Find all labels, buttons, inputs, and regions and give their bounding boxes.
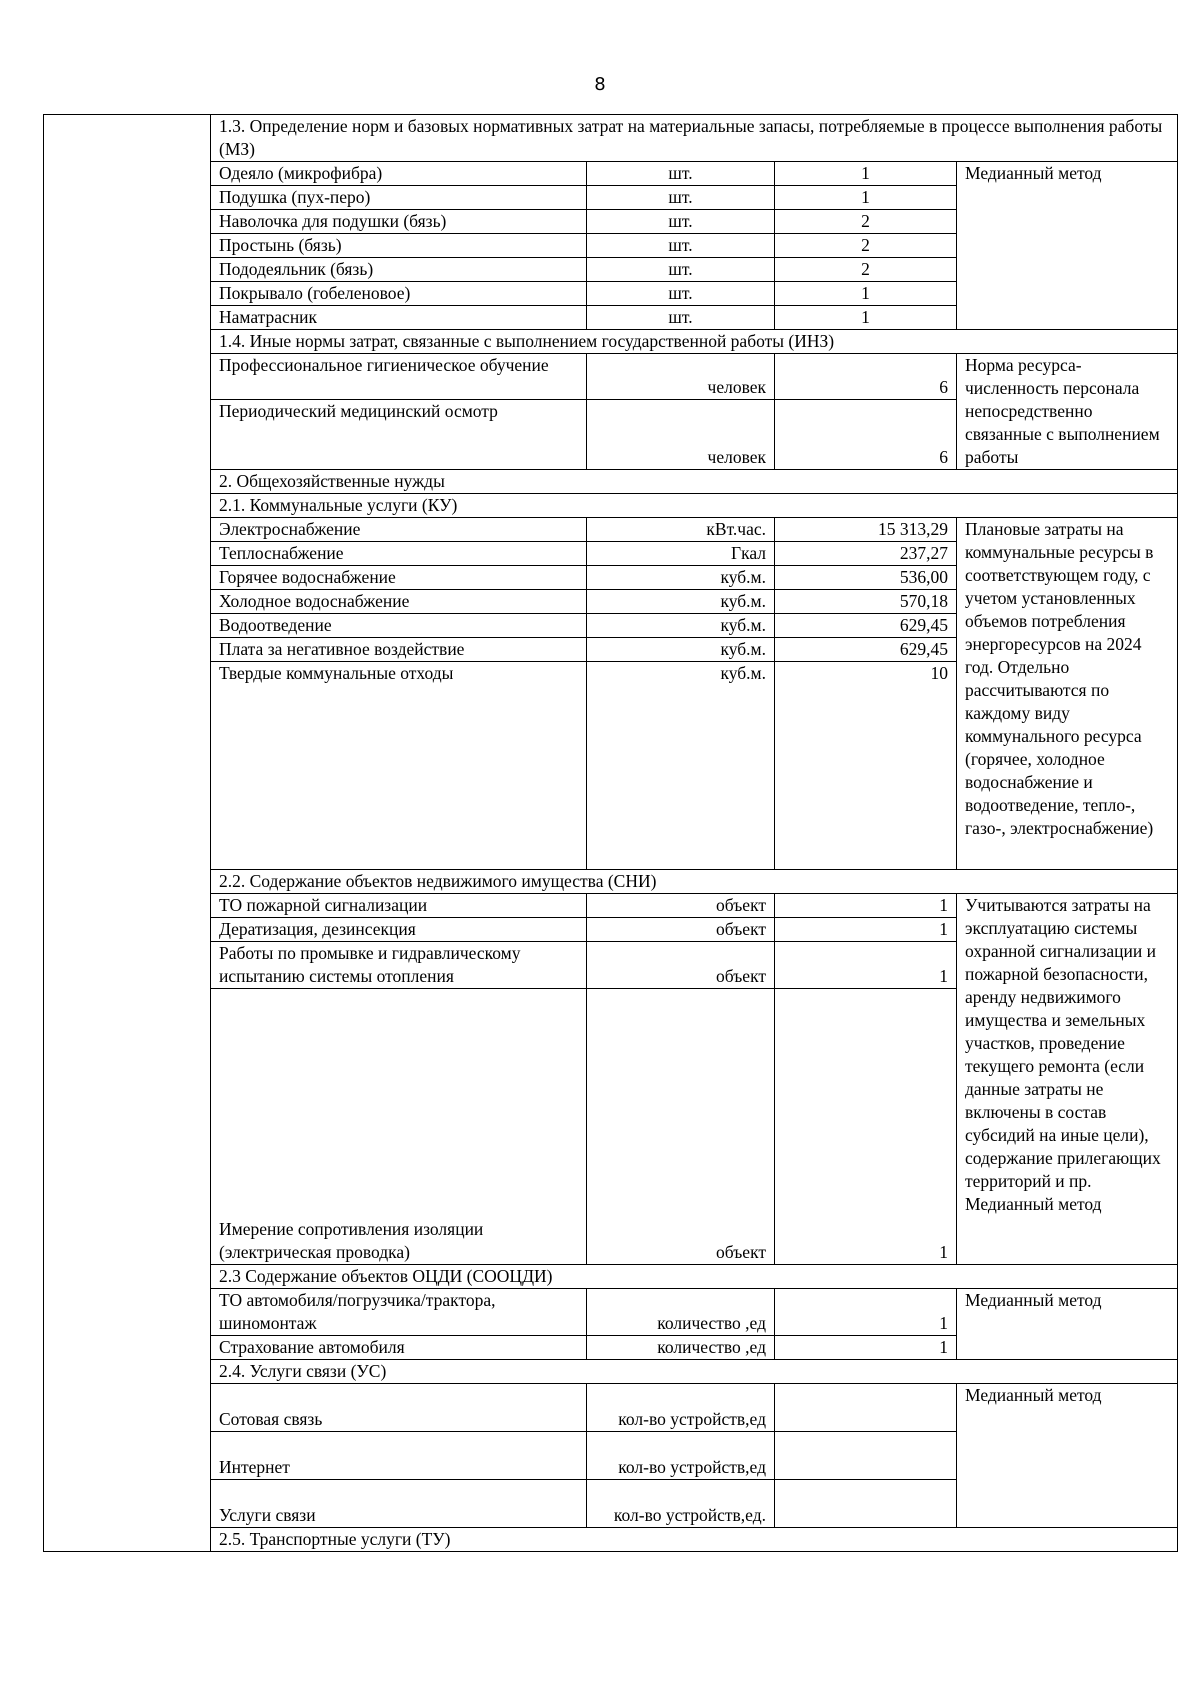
item-unit: шт. xyxy=(587,306,775,330)
item-name: Профессиональное гигиеническое обучение xyxy=(211,354,587,400)
item-unit: кол-во устройств,ед xyxy=(587,1384,775,1432)
item-qty: 1 xyxy=(775,306,957,330)
item-qty: 15 313,29 xyxy=(775,518,957,542)
section-title-2-1: 2.1. Коммунальные услуги (КУ) xyxy=(211,494,1178,518)
item-unit: кол-во устройств,ед. xyxy=(587,1480,775,1528)
item-unit: человек xyxy=(587,354,775,400)
item-unit: кВт.час. xyxy=(587,518,775,542)
item-name: Сотовая связь xyxy=(211,1384,587,1432)
item-name: Страхование автомобиля xyxy=(211,1336,587,1360)
item-unit: объект xyxy=(587,942,775,989)
table-row xyxy=(44,894,1178,918)
item-unit: шт. xyxy=(587,210,775,234)
item-name: Электроснабжение xyxy=(211,518,587,542)
section-title-2-3: 2.3 Содержание объектов ОЦДИ (СООЦДИ) xyxy=(211,1265,1178,1289)
item-qty: 629,45 xyxy=(775,638,957,662)
item-name: Горячее водоснабжение xyxy=(211,566,587,590)
method-note: Учитываются затраты на эксплуатацию системы охранной сигнализации и пожарной безопасности, аренду недвижимого имущества и земельных участков, проведение текущего ремонта (если данные затраты не включены в состав субсидий на иные цели), содержание прилегающих территорий и пр. Медианный метод xyxy=(957,894,1178,1265)
item-unit: Гкал xyxy=(587,542,775,566)
item-qty: 1 xyxy=(775,282,957,306)
item-qty xyxy=(775,1480,957,1528)
item-qty: 570,18 xyxy=(775,590,957,614)
item-qty: 1 xyxy=(775,1289,957,1336)
method-note: Норма ресурса- численность персонала непосредственно связанные с выполнением работы xyxy=(957,354,1178,470)
item-unit: объект xyxy=(587,894,775,918)
table-row xyxy=(44,470,1178,494)
table-row xyxy=(44,518,1178,542)
item-qty xyxy=(775,1384,957,1432)
item-name: Плата за негативное воздействие xyxy=(211,638,587,662)
item-qty: 1 xyxy=(775,942,957,989)
table-row xyxy=(44,115,1178,162)
method-note: Медианный метод xyxy=(957,1384,1178,1528)
section-title-1-3: 1.3. Определение норм и базовых нормативных затрат на материальные запасы, потребляемые в процессе выполнения работы (МЗ) xyxy=(211,115,1178,162)
item-name: Покрывало (гобеленовое) xyxy=(211,282,587,306)
item-qty: 1 xyxy=(775,918,957,942)
page-number: 8 xyxy=(594,74,606,95)
item-name: Простынь (бязь) xyxy=(211,234,587,258)
item-qty: 6 xyxy=(775,400,957,470)
table-row xyxy=(44,162,1178,186)
item-unit: человек xyxy=(587,400,775,470)
item-qty: 6 xyxy=(775,354,957,400)
table-row xyxy=(44,1384,1178,1432)
norms-table xyxy=(43,114,1178,1552)
item-unit: куб.м. xyxy=(587,614,775,638)
item-unit: шт. xyxy=(587,258,775,282)
item-qty: 237,27 xyxy=(775,542,957,566)
item-unit: шт. xyxy=(587,282,775,306)
method-note: Плановые затраты на коммунальные ресурсы в соответствующем году, с учетом установленных объемов потребления энергоресурсов на 2024 год. Отдельно рассчитываются по каждому виду коммунального ресурса (горячее, холодное водоснабжение и водоотведение, тепло-, газо-, электроснабжение) xyxy=(957,518,1178,870)
table-row xyxy=(44,1289,1178,1336)
item-qty: 1 xyxy=(775,162,957,186)
item-name: Услуги связи xyxy=(211,1480,587,1528)
item-qty: 1 xyxy=(775,186,957,210)
section-title-1-4: 1.4. Иные нормы затрат, связанные с выполнением государственной работы (ИНЗ) xyxy=(211,330,1178,354)
item-name: Подушка (пух-перо) xyxy=(211,186,587,210)
table-row xyxy=(44,354,1178,400)
item-unit: куб.м. xyxy=(587,566,775,590)
table-row xyxy=(44,330,1178,354)
item-unit: шт. xyxy=(587,162,775,186)
item-unit: шт. xyxy=(587,234,775,258)
method-note: Медианный метод xyxy=(957,1289,1178,1360)
item-unit: количество ,ед xyxy=(587,1336,775,1360)
item-name: Одеяло (микрофибра) xyxy=(211,162,587,186)
item-unit: количество ,ед xyxy=(587,1289,775,1336)
item-name: Периодический медицинский осмотр xyxy=(211,400,587,470)
item-qty: 2 xyxy=(775,258,957,282)
item-unit: объект xyxy=(587,989,775,1265)
item-name: Твердые коммунальные отходы xyxy=(211,662,587,870)
method-note: Медианный метод xyxy=(957,162,1178,330)
item-unit: объект xyxy=(587,918,775,942)
item-qty: 1 xyxy=(775,894,957,918)
item-qty: 2 xyxy=(775,210,957,234)
item-name: Наматрасник xyxy=(211,306,587,330)
left-blank-column xyxy=(44,115,211,1552)
table-row xyxy=(44,1528,1178,1552)
item-name: Теплоснабжение xyxy=(211,542,587,566)
section-title-2-2: 2.2. Содержание объектов недвижимого имущества (СНИ) xyxy=(211,870,1178,894)
item-name: Пододеяльник (бязь) xyxy=(211,258,587,282)
section-title-2-4: 2.4. Услуги связи (УС) xyxy=(211,1360,1178,1384)
item-qty: 1 xyxy=(775,989,957,1265)
item-name: Интернет xyxy=(211,1432,587,1480)
item-unit: куб.м. xyxy=(587,638,775,662)
item-qty: 629,45 xyxy=(775,614,957,638)
item-unit: кол-во устройств,ед xyxy=(587,1432,775,1480)
item-qty: 10 xyxy=(775,662,957,870)
item-qty: 2 xyxy=(775,234,957,258)
item-name: Водоотведение xyxy=(211,614,587,638)
item-unit: куб.м. xyxy=(587,590,775,614)
section-title-2: 2. Общехозяйственные нужды xyxy=(211,470,1178,494)
table-row xyxy=(44,1265,1178,1289)
item-name: Дератизация, дезинсекция xyxy=(211,918,587,942)
item-name: Имерение сопротивления изоляции (электрическая проводка) xyxy=(211,989,587,1265)
item-name: ТО автомобиля/погрузчика/трактора, шиномонтаж xyxy=(211,1289,587,1336)
section-title-2-5: 2.5. Транспортные услуги (ТУ) xyxy=(211,1528,1178,1552)
item-qty: 1 xyxy=(775,1336,957,1360)
item-name: Работы по промывке и гидравлическому испытанию системы отопления xyxy=(211,942,587,989)
item-name: Наволочка для подушки (бязь) xyxy=(211,210,587,234)
item-qty xyxy=(775,1432,957,1480)
item-qty: 536,00 xyxy=(775,566,957,590)
item-name: Холодное водоснабжение xyxy=(211,590,587,614)
item-unit: куб.м. xyxy=(587,662,775,870)
table-row xyxy=(44,494,1178,518)
item-name: ТО пожарной сигнализации xyxy=(211,894,587,918)
table-row xyxy=(44,1360,1178,1384)
item-unit: шт. xyxy=(587,186,775,210)
table-row xyxy=(44,870,1178,894)
